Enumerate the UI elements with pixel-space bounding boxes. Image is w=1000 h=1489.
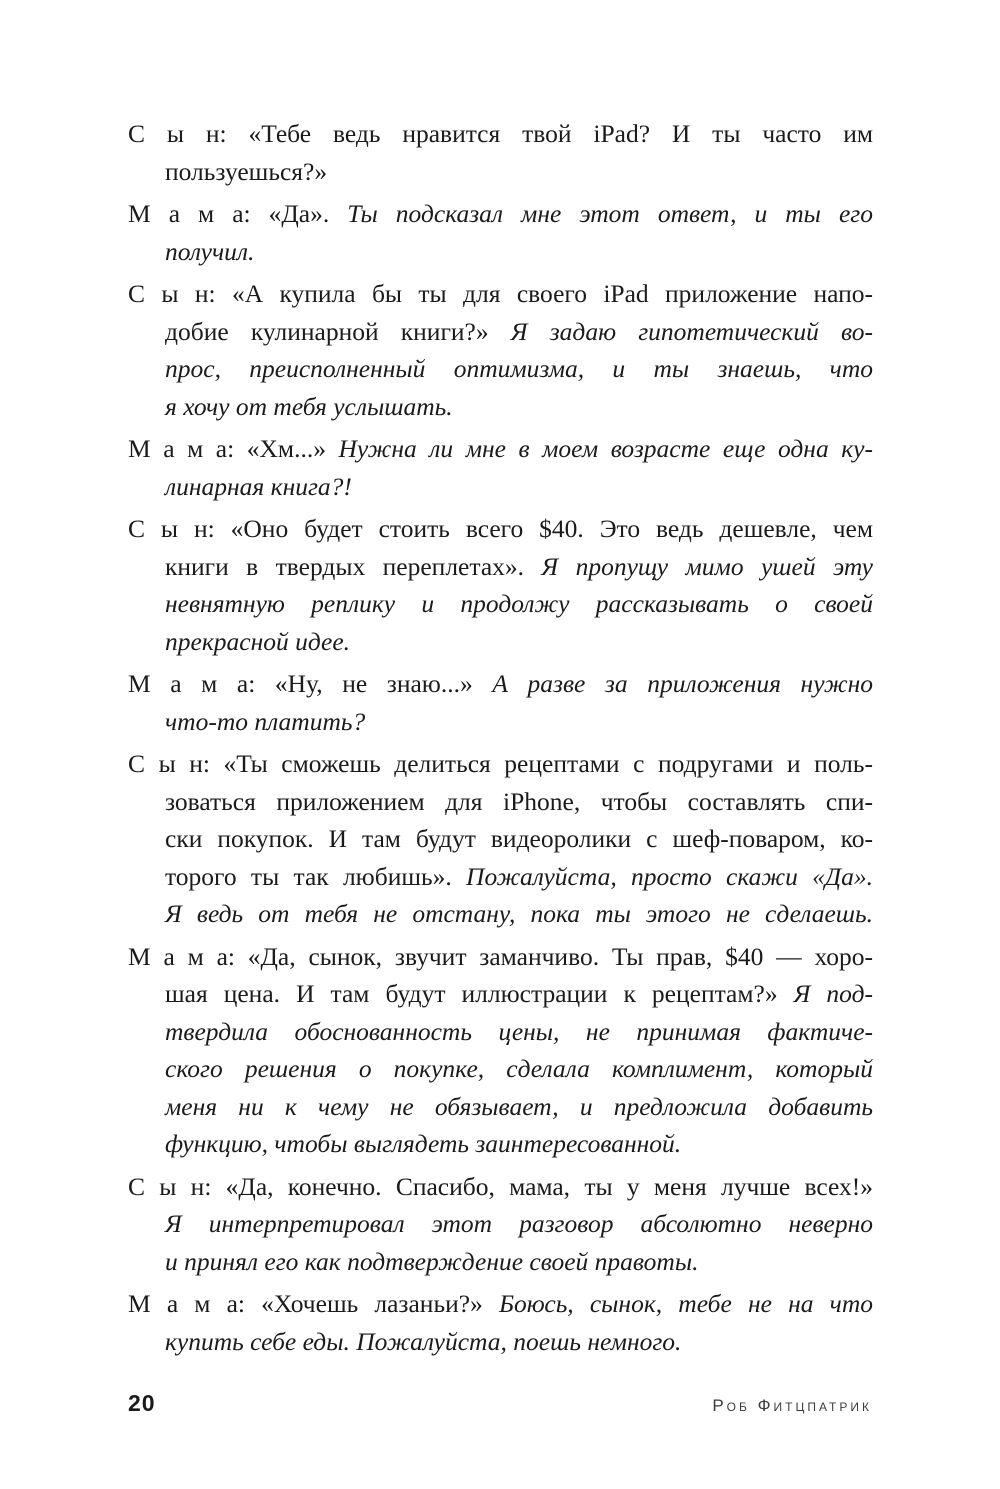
dialogue-paragraph (128, 665, 873, 740)
dialogue-line (128, 1323, 873, 1361)
speech-text: книги в твердых переплетах». (165, 551, 542, 581)
dialogue-line (128, 468, 873, 506)
dialogue-line (128, 1088, 873, 1126)
commentary-text: линарная книга?! (165, 471, 352, 501)
dialogue-line (128, 1125, 873, 1163)
commentary-text: ского решения о покупке, сделала комплимент, который (165, 1054, 873, 1083)
dialogue-line (128, 275, 873, 313)
dialogue-line (128, 1243, 873, 1281)
running-footer-author: Роб Фитцпатрик (712, 1396, 872, 1415)
speech-text: М а м а: «Да». (128, 199, 348, 228)
commentary-text: и принял его как подтверждение своей правоты. (165, 1246, 699, 1276)
dialogue-line (128, 938, 873, 976)
dialogue-line (128, 1050, 873, 1088)
dialogue-line (128, 895, 873, 933)
commentary-text: Нужна ли мне в моем возрасте еще одна ку- (338, 434, 873, 463)
commentary-text: я хочу от тебя услышать. (165, 391, 453, 421)
speech-text: М а м а: «Хочешь лазаньи?» (128, 1289, 499, 1318)
commentary-text: функцию, чтобы выглядеть заинтересованной. (165, 1129, 682, 1158)
commentary-text: что-то платить? (165, 706, 366, 736)
dialogue-paragraph (128, 938, 873, 1163)
dialogue-paragraph (128, 1285, 873, 1360)
dialogue-line (128, 510, 873, 548)
dialogue-line (128, 783, 873, 821)
speech-text: С ы н: «Тебе ведь нравится твой iPad? И ты часто им (128, 119, 873, 148)
dialogue-line (128, 745, 873, 783)
commentary-text: Я пропущу мимо ушей эту (541, 551, 874, 581)
commentary-text: прос, преисполненный оптимизма, и ты знаешь, что (165, 354, 873, 383)
speech-text: М а м а: «Да, сынок, звучит заманчиво. Ты прав, $40 — хоро- (128, 941, 873, 971)
speech-text: С ы н: «Да, конечно. Спасибо, мама, ты у меня лучше всех!» (128, 1171, 873, 1201)
dialogue-line (128, 975, 873, 1013)
dialogue-line (128, 1205, 873, 1243)
dialogue-line (128, 1013, 873, 1051)
commentary-text: Я задаю гипотетический во- (510, 316, 873, 346)
dialogue-line (128, 313, 873, 351)
dialogue-paragraph (128, 195, 873, 270)
dialogue-text (128, 115, 873, 1365)
speech-text: добие кулинарной книги?» (165, 316, 511, 346)
commentary-text: меня ни к чему не обязывает, и предложила добавить (165, 1091, 873, 1121)
dialogue-line (128, 195, 873, 233)
speech-text: зоваться приложением для iPhone, чтобы составлять спи- (165, 786, 873, 816)
commentary-text: твердила обоснованность цены, не принимая фактиче- (165, 1016, 873, 1046)
dialogue-line (128, 858, 873, 896)
dialogue-line (128, 233, 873, 271)
dialogue-line (128, 1285, 873, 1323)
dialogue-paragraph (128, 510, 873, 660)
commentary-text: прекрасной идее. (165, 626, 351, 656)
commentary-text: купить себе еды. Пожалуйста, поешь немного. (165, 1326, 682, 1356)
speech-text: М а м а: «Хм...» (128, 434, 339, 463)
dialogue-paragraph (128, 275, 873, 425)
dialogue-line (128, 388, 873, 426)
dialogue-line (128, 548, 873, 586)
page-footer (128, 1390, 872, 1417)
speech-text: пользуешься?» (165, 156, 328, 186)
dialogue-paragraph (128, 115, 873, 190)
dialogue-line (128, 153, 873, 191)
commentary-text: Я ведь от тебя не отстану, пока ты этого не сделаешь. (165, 899, 873, 928)
speech-text: шая цена. И там будут иллюстрации к рецептам?» (165, 979, 794, 1008)
commentary-text: Я под- (793, 979, 873, 1008)
dialogue-line (128, 350, 873, 388)
dialogue-paragraph (128, 1168, 873, 1281)
speech-text: С ы н: «А купила бы ты для своего iPad приложение напо- (128, 279, 873, 308)
dialogue-line (128, 623, 873, 661)
dialogue-line (128, 820, 873, 858)
speech-text: М а м а: «Ну, не знаю...» (128, 669, 493, 698)
commentary-text: получил. (165, 236, 255, 266)
commentary-text: Боюсь, сынок, тебе не на что (498, 1289, 873, 1318)
dialogue-line (128, 585, 873, 623)
commentary-text: невнятную реплику и продолжу рассказывать о своей (165, 589, 873, 618)
speech-text: С ы н: «Оно будет стоить всего $40. Это ведь дешевле, чем (128, 514, 873, 543)
commentary-text: Я интерпретировал этот разговор абсолютно неверно (165, 1209, 873, 1238)
speech-text: ски покупок. И там будут видеоролики с шеф-поваром, ко- (165, 824, 873, 853)
page-number: 20 (128, 1390, 156, 1416)
commentary-text: А разве за приложения нужно (492, 669, 873, 698)
dialogue-line (128, 665, 873, 703)
dialogue-line (128, 430, 873, 468)
dialogue-line (128, 1168, 873, 1206)
commentary-text: Ты подсказал мне этот ответ, и ты его (347, 199, 873, 228)
dialogue-line (128, 703, 873, 741)
speech-text: торого ты так любишь». (165, 861, 467, 891)
commentary-text: Пожалуйста, просто скажи «Да». (466, 861, 873, 891)
speech-text: С ы н: «Ты сможешь делиться рецептами с подругами и поль- (128, 749, 873, 778)
dialogue-paragraph (128, 430, 873, 505)
dialogue-paragraph (128, 745, 873, 933)
dialogue-line (128, 115, 873, 153)
